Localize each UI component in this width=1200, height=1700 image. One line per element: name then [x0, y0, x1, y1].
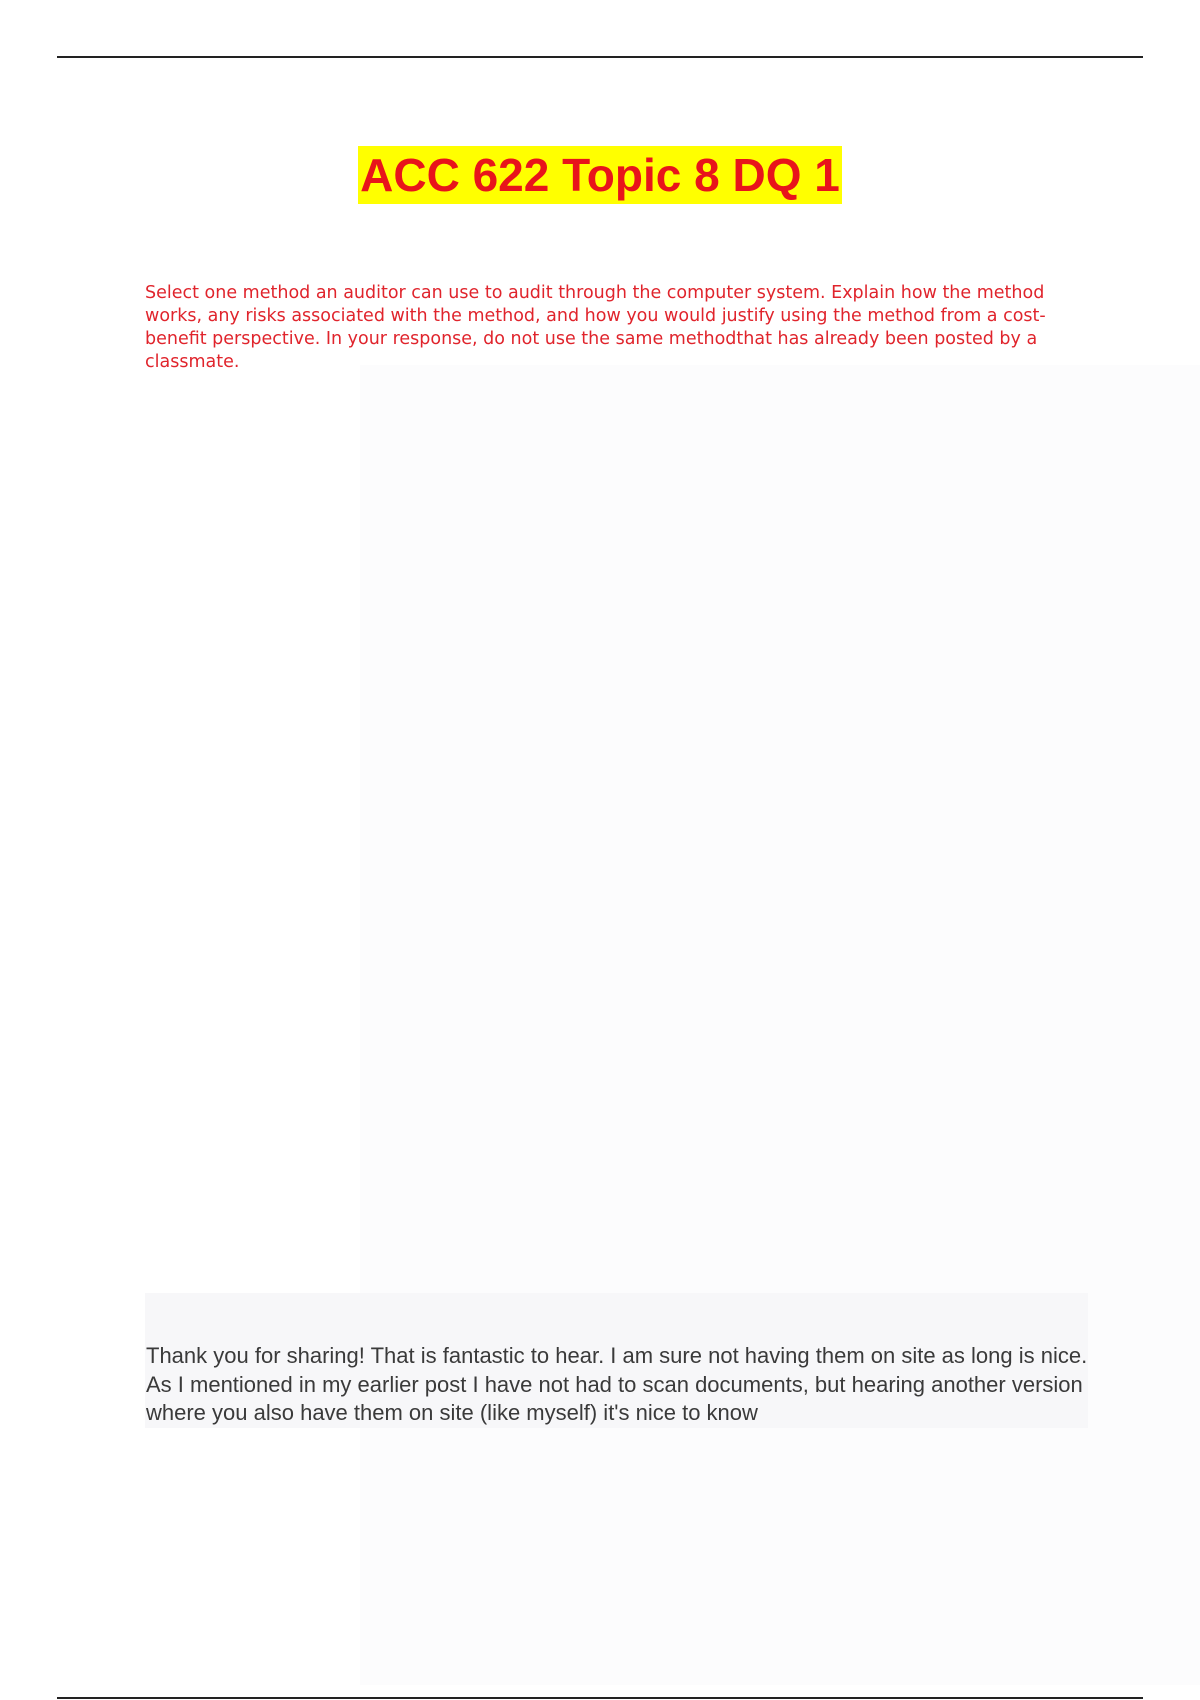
bottom-rule [57, 1697, 1143, 1699]
document-title: ACC 622 Topic 8 DQ 1 [358, 146, 842, 204]
faint-background-panel [360, 365, 1200, 1685]
reply-text: Thank you for sharing! That is fantastic to hear. I am sure not having them on site as long is nice. As I mentioned in my earlier post I have not had to scan documents, but hearing another version where you also have them on site (like myself) it's nice to know [146, 1343, 1088, 1425]
discussion-prompt: Select one method an auditor can use to audit through the computer system. Explain how the method works, any risks associated with the method, and how you would justify using the method from a cost-benefit perspective. In your response, do not use the same methodthat has already been posted by a classmate. [145, 283, 1046, 372]
top-rule [57, 56, 1143, 58]
title-container [0, 146, 1200, 204]
